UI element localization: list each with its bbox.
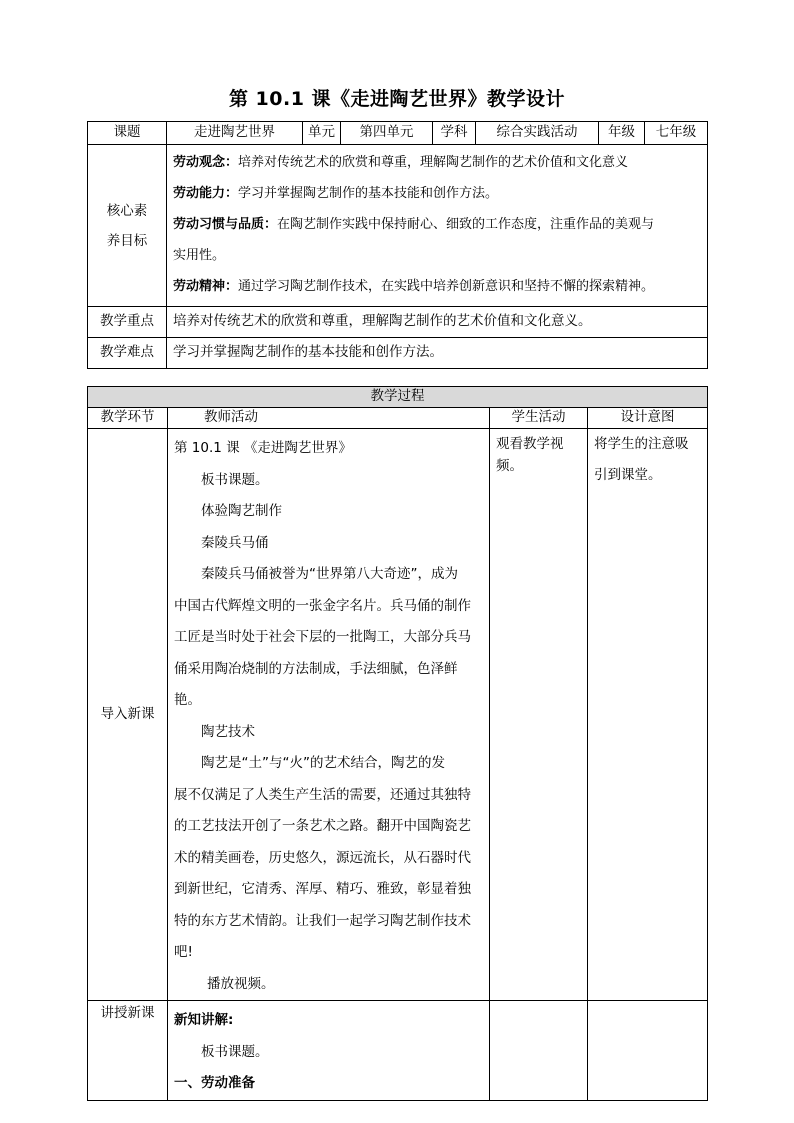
- teacher-line: 工匠是当时处于社会下层的一批陶工，大部分兵马: [174, 629, 471, 645]
- process-band-title: 教学过程: [88, 387, 708, 408]
- header-teacher: 教师活动: [168, 408, 490, 429]
- new-lesson-design-intent: [588, 1001, 708, 1101]
- intro-teacher-activity: [168, 429, 490, 1001]
- lesson-info-table: [87, 121, 708, 369]
- core-goal: 劳动习惯与品质：在陶艺制作实践中保持耐心、细致的工作态度，注重作品的美观与: [173, 217, 655, 232]
- process-header-row: [88, 408, 708, 429]
- grade-value: 七年级: [645, 122, 708, 145]
- core-goal: 劳动精神：通过学习陶艺制作技术，在实践中培养创新意识和坚持不懈的探索精神。: [173, 279, 655, 294]
- teacher-line: 秦陵兵马俑被誉为“世界第八大奇迹”，成为: [201, 566, 458, 582]
- core-goals-content: [167, 145, 708, 307]
- unit-value: 第四单元: [341, 122, 433, 145]
- new-lesson-student-activity: [490, 1001, 588, 1101]
- core-goals-label: 核心素 养目标: [88, 145, 167, 307]
- teacher-line: 陶艺是“土”与“火”的艺术结合，陶艺的发: [201, 755, 445, 771]
- teacher-line: 陶艺技术: [201, 723, 255, 740]
- page-title: 第 10.1 课《走进陶艺世界》教学设计: [228, 88, 566, 110]
- teacher-line: 术的精美画卷，历史悠久，源远流长，从石器时代: [174, 849, 471, 866]
- focus-label: 教学重点: [88, 307, 167, 338]
- focus-value: 培养对传统艺术的欣赏和尊重，理解陶艺制作的艺术价值和文化意义。: [167, 307, 708, 338]
- teacher-line: 一、劳动准备: [174, 1075, 255, 1091]
- intro-row: [88, 429, 708, 1001]
- teacher-line: 板书课题。: [201, 471, 269, 488]
- teacher-line: 第 10.1 课 《走进陶艺世界》: [174, 440, 352, 456]
- course-label: 课题: [88, 122, 167, 145]
- course-value: 走进陶艺世界: [167, 122, 303, 145]
- teacher-line: 特的东方艺术情韵。让我们一起学习陶艺制作技术: [174, 912, 471, 929]
- core-goal: 劳动观念：培养对传统艺术的欣赏和尊重，理解陶艺制作的艺术价值和文化意义: [173, 155, 629, 170]
- teacher-line: 播放视频。: [207, 975, 275, 992]
- difficulty-label: 教学难点: [88, 338, 167, 369]
- focus-row: [88, 307, 708, 338]
- teacher-line: 秦陵兵马俑: [201, 534, 269, 551]
- core-goal: 实用性。: [173, 248, 226, 263]
- subject-value: 综合实践活动: [476, 122, 599, 145]
- teacher-line: 的工艺技法开创了一条艺术之路。翻开中国陶瓷艺: [174, 818, 471, 834]
- unit-label: 单元: [303, 122, 341, 145]
- difficulty-value: 学习并掌握陶艺制作的基本技能和创作方法。: [167, 338, 708, 369]
- teaching-process-table: [87, 386, 708, 1101]
- header-stage: 教学环节: [88, 408, 168, 429]
- subject-label: 学科: [433, 122, 476, 145]
- teacher-line: 到新世纪，它清秀、浑厚、精巧、雅致，彰显着独: [174, 881, 471, 897]
- new-lesson-stage: 讲授新课: [88, 1001, 168, 1101]
- grade-label: 年级: [599, 122, 645, 145]
- intro-design-intent: 将学生的注意吸 引到课堂。: [588, 429, 708, 1001]
- header-design: 设计意图: [588, 408, 708, 429]
- intro-student-activity: 观看教学视频。: [490, 429, 588, 1001]
- teacher-line: 吧!: [174, 944, 193, 960]
- core-goals-row: [88, 145, 708, 307]
- teacher-line: 体验陶艺制作: [201, 503, 282, 519]
- core-goal: 劳动能力：学习并掌握陶艺制作的基本技能和创作方法。: [173, 186, 499, 201]
- difficulty-row: [88, 338, 708, 369]
- teacher-line: 中国古代辉煌文明的一张金字名片。兵马俑的制作: [174, 597, 471, 614]
- teacher-line: 板书课题。: [201, 1043, 269, 1060]
- teacher-line: 新知讲解:: [174, 1012, 234, 1028]
- process-band: [88, 387, 708, 408]
- header-student: 学生活动: [490, 408, 588, 429]
- new-lesson-row: [88, 1001, 708, 1101]
- intro-stage: 导入新课: [88, 429, 168, 1001]
- new-lesson-teacher-activity: [168, 1001, 490, 1101]
- teacher-line: 俑采用陶冶烧制的方法制成，手法细腻，色泽鲜艳。: [174, 660, 458, 708]
- teacher-line: 展不仅满足了人类生产生活的需要，还通过其独特: [174, 786, 471, 803]
- course-row: [88, 122, 708, 145]
